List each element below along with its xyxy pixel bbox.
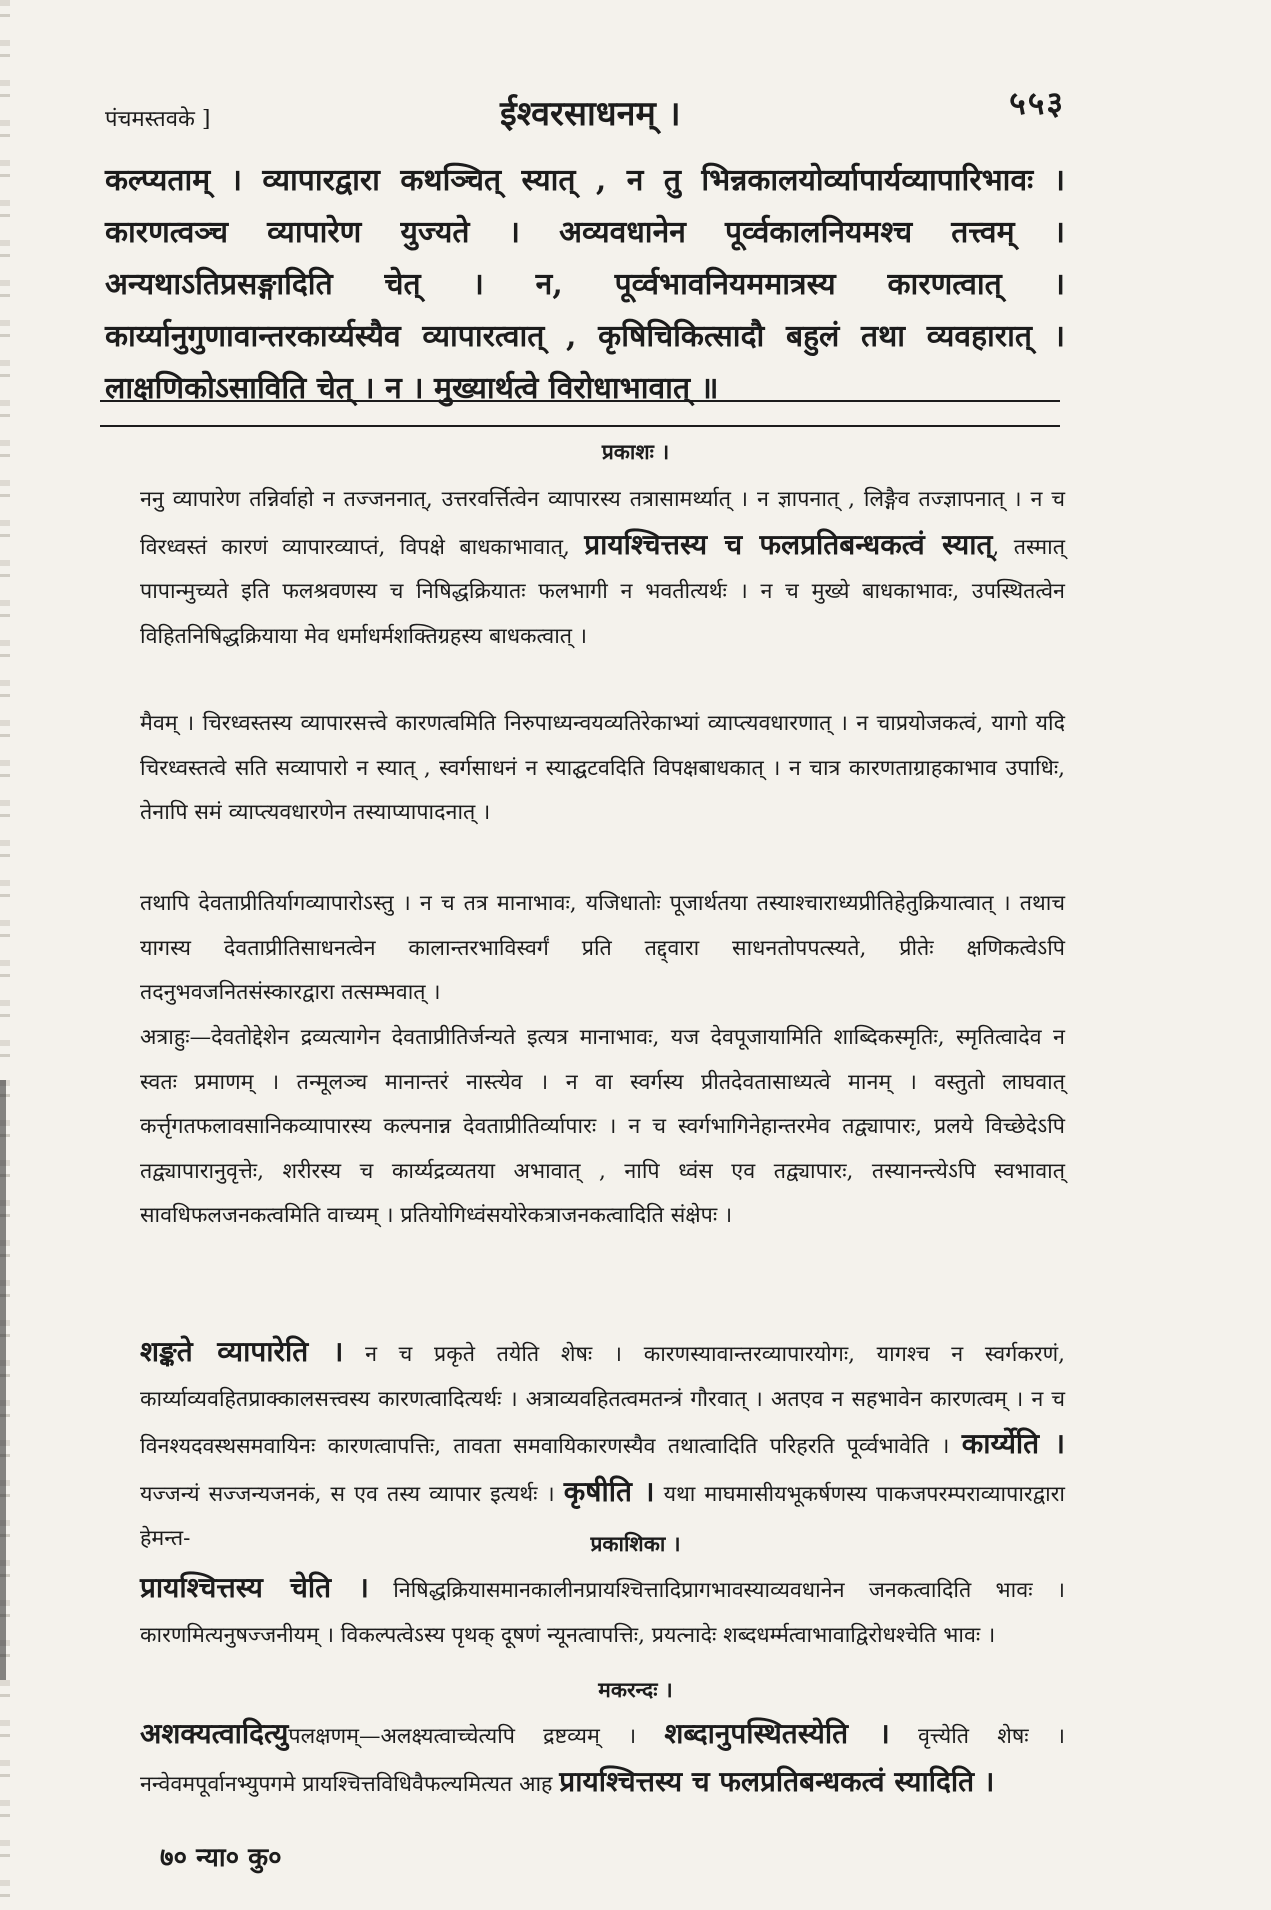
bold-text: शङ्कते व्यापारेति । bbox=[140, 1335, 344, 1368]
text-run: वृत्त्येति शेषः । नन्वेवमपूर्वानभ्युपगमे प्रायश्चित्तविधिवैफल्यमित्यत आह bbox=[140, 1724, 1065, 1797]
prakasha-paragraph-2: मैवम् । चिरध्वस्तस्य व्यापारसत्त्वे कारणत्वमिति निरुपाध्यन्वयव्यतिरेकाभ्यां व्याप्त्यवधारणात् । न चाप्रयोजकत्वं, यागो यदि चिरध्वस्तत्वे सति सव्यापारो न स्यात् , स्वर्गसाधनं न स्याद्घटवदिति विपक्षबाधकात् । न चात्र कारणताग्राहकाभाव उपाधिः, तेनापि समं व्याप्त्यवधारणेन तस्याप्यापादनात् । bbox=[140, 711, 1065, 825]
bold-text: अशक्यत्वादित्यु bbox=[140, 1717, 289, 1750]
chapter-label: पंचमस्तवके ] bbox=[105, 107, 211, 132]
page-number: ५५३ bbox=[1009, 84, 1065, 122]
prakasha-paragraph-4: अत्राहुः—देवतोद्देशेन द्रव्यत्यागेन देवताप्रीतिर्जन्यते इत्यत्र मानाभावः, यज देवपूजायामिति शाब्दिकस्मृतिः, स्मृतित्वादेव न स्वतः प्रमाणम् । तन्मूलञ्च मानान्तरं नास्त्येव । न वा स्वर्गस्य प्रीतदेवतासाध्यत्वे मानम् । वस्तुतो लाघवात् कर्त्तृगतफलावसानिकव्यापारस्य कल्पनान्न देवताप्रीतिर्व्यापारः । न च स्वर्गभागिनेहान्तरमेव तद्व्यापारः, प्रलये विच्छेदेऽपि तद्व्यापारानुवृत्तेः, शरीरस्य च कार्य्यद्रव्यतया अभावात् , नापि ध्वंस एव तद्व्यापारः, तस्यानन्त्येऽपि स्वभावात् सावधिफलजनकत्वमिति वाच्यम् । प्रतियोगिध्वंसयोरेकत्राजनकत्वादिति संक्षेपः । bbox=[140, 1025, 1065, 1228]
mula-text: कल्प्यताम् । व्यापारद्वारा कथञ्चित् स्यात् , न तु भिन्नकालयोर्व्यापार्यव्यापारिभावः । कारणत्वञ्च व्यापारेण युज्यते । अव्यवधानेन पूर्व्वकालनियमश्च तत्त्वम् । अन्यथाऽतिप्रसङ्गादिति चेत् । न, पूर्व्वभावनियममात्रस्य कारणत्वात् । कार्य्यानुगुणावान्तरकार्य्यस्यैव व्यापारत्वात् , कृषिचिकित्सादौ बहुलं तथा व्यवहारात् । लाक्षणिकोऽसाविति चेत् । न । मुख्यार्थत्वे विरोधाभावात् ॥ bbox=[105, 163, 1065, 406]
makaranda-paragraph bbox=[140, 1712, 1065, 1807]
prakasha-paragraph-5 bbox=[140, 1330, 1065, 1562]
bold-text: कार्य्येति । bbox=[961, 1427, 1065, 1460]
bold-text: प्रायश्चित्तस्य चेति । bbox=[140, 1571, 369, 1604]
prakashika-heading: प्रकाशिका । bbox=[590, 1531, 681, 1556]
running-header bbox=[105, 85, 1065, 135]
text-run: न च प्रकृते तयेति शेषः । कारणस्यावान्तरव्यापारयोगः, यागश्च न स्वर्गकरणं, कार्य्याव्यवहितप्राक्कालसत्त्वस्य कारणत्वादित्यर्थः । अत्राव्यवहितत्वमतन्त्रं गौरवात् । अतएव न सहभावेन कारणत्वम् । न च विनश्यदवस्थसमवायिनः कारणत्वापत्तिः, तावता समवायिकारणस्यैव तथात्वादिति परिहरति पूर्व्वभावेति । bbox=[140, 1342, 1065, 1459]
page-title: ईश्वरसाधनम् । bbox=[500, 94, 681, 134]
text-run: ननु व्यापारेण तन्निर्वाहो न तज्जननात्, उत्तरवर्त्तित्वेन व्यापारस्य तत्रासामर्थ्यात् । न ज्ञापनात् , लिङ्गैव तज्ज्ञापनात् । न च विरध्वस्तं कारणं व्यापारव्याप्तं, विपक्षे बाधकाभावात्, bbox=[140, 487, 1065, 560]
prakasha-paragraph-1 bbox=[140, 478, 1065, 659]
bold-text: प्रायश्चित्तस्य च फलप्रतिबन्धकत्वं स्यादिति । bbox=[559, 1764, 995, 1798]
prakasha-heading: प्रकाशः । bbox=[601, 439, 670, 464]
bold-text: कृषीति । bbox=[563, 1474, 655, 1508]
binding-edge bbox=[0, 1080, 14, 1680]
prakashika-paragraph bbox=[140, 1566, 1065, 1658]
text-run: निषिद्धक्रियासमानकालीनप्रायश्चित्तादिप्रागभावस्याव्यवधानेन जनकत्वादिति भावः । कारणमित्यनुषज्जनीयम् । विकल्पत्वेऽस्य पृथक् दूषणं न्यूनत्वापत्तिः, प्रयत्नादेः शब्दधर्म्मत्वाभावाद्विरोधश्चेति भावः । bbox=[140, 1578, 1066, 1648]
bold-text: शब्दानुपस्थितस्येति । bbox=[664, 1717, 890, 1750]
text-run: पलक्षणम्—अलक्ष्यत्वाच्चेत्यपि द्रष्टव्यम् । bbox=[288, 1724, 637, 1749]
makaranda-heading: मकरन्दः । bbox=[598, 1677, 673, 1702]
divider-rule bbox=[100, 425, 1060, 427]
text-run: , तस्मात् पापान्मुच्यते इति फलश्रवणस्य च निषिद्धक्रियातः फलभागी न भवतीत्यर्थः । न च मुख्ये बाधकाभावः, उपस्थितत्वेन विहितनिषिद्धक्रियाया मेव धर्माधर्मशक्तिग्रहस्य बाधकत्वात् । bbox=[140, 534, 1065, 649]
bold-text: प्रायश्चित्तस्य च फलप्रतिबन्धकत्वं स्यात् bbox=[584, 527, 993, 561]
text-run: यथा माघमासीयभूकर्षणस्य पाकजपरम्पराव्यापारद्वारा हेमन्त- bbox=[140, 1481, 1065, 1551]
prakasha-paragraph-3: तथापि देवताप्रीतिर्यागव्यापारोऽस्तु । न च तत्र मानाभावः, यजिधातोः पूजार्थतया तस्याश्चाराध्यप्रीतिहेतुक्रियात्वात् । तथाच यागस्य देवताप्रीतिसाधनत्वेन कालान्तरभाविस्वर्गं प्रति तद्द्वारा साधनतोपपत्स्यते, प्रीतेः क्षणिकत्वेऽपि तदनुभवजनितसंस्कारद्वारा तत्सम्भवात् । bbox=[140, 891, 1065, 1005]
signature-mark: ७० न्या० कु० bbox=[160, 1843, 282, 1873]
text-run: यज्जन्यं सज्जन्यजनकं, स एव तस्य व्यापार इत्यर्थः । bbox=[140, 1481, 555, 1507]
divider-rule bbox=[100, 400, 1060, 402]
